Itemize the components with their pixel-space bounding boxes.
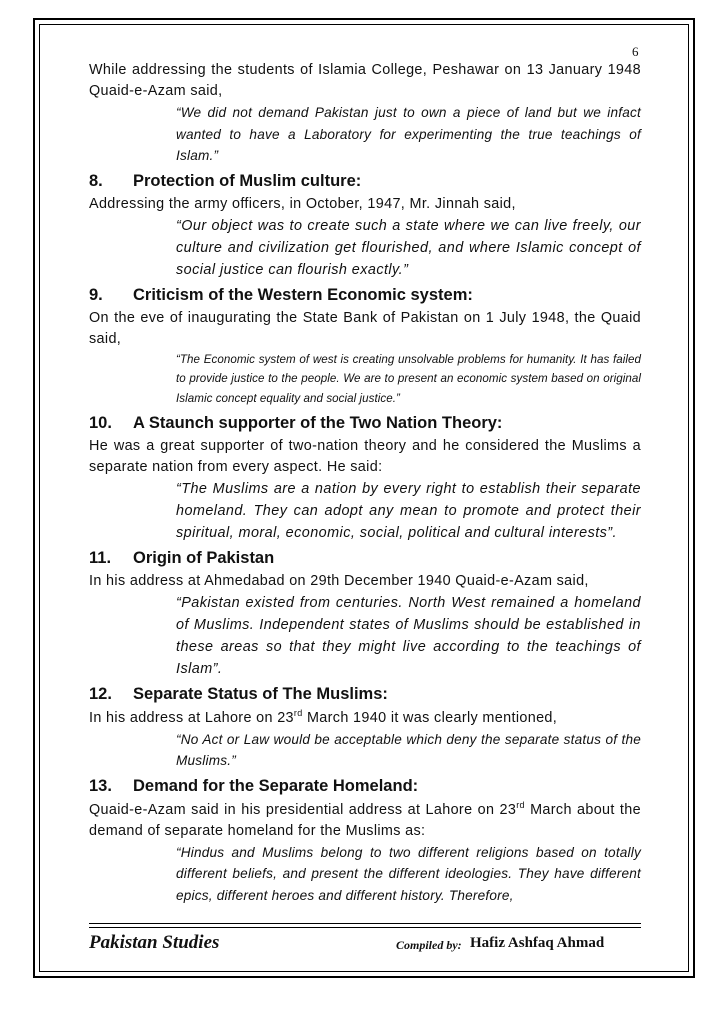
section-heading-11: [89, 546, 641, 570]
section-paragraph: He was a great supporter of two-nation theory and he considered the Muslims a separate nation from every aspect. He said:: [89, 437, 641, 475]
section-number: 11.: [89, 548, 112, 567]
section-title: Criticism of the Western Economic system:: [133, 285, 473, 304]
section-heading-8: [89, 169, 641, 193]
section-paragraph: [89, 800, 641, 842]
section-number: 8.: [89, 171, 103, 190]
section-heading-10: [89, 411, 641, 435]
intro-paragraph: While addressing the students of Islamia College, Peshawar on 13 January 1948 Quaid-e-Azam said,: [89, 62, 641, 99]
section-quote: “No Act or Law would be acceptable which deny the separate status of the Muslims.”: [176, 731, 641, 769]
section-number: 9.: [89, 285, 103, 304]
paragraph-text: March 1940 it was clearly mentioned,: [302, 709, 558, 726]
section-quote: “The Economic system of west is creating unsolvable problems for humanity. It has failed to provide justice to the people. We are to present an economic system based on original Islamic concept equality and social justice.”: [176, 352, 641, 405]
paragraph-text: In his address at Lahore on 23: [89, 709, 294, 726]
section-quote: “Hindus and Muslims belong to two different religions based on totally different beliefs, and present the different ideologies. They have different epics, different heroes and different history. Therefore,: [176, 844, 641, 903]
section-title: Demand for the Separate Homeland:: [133, 776, 419, 795]
section-heading-9: [89, 283, 641, 307]
section-number: 12.: [89, 684, 112, 703]
ordinal-suffix: rd: [516, 799, 525, 810]
footer-rule: [89, 927, 641, 928]
section-title: Origin of Pakistan: [133, 548, 275, 567]
section-title: Separate Status of The Muslims:: [133, 684, 388, 703]
page-content: [89, 60, 641, 906]
ordinal-suffix: rd: [293, 707, 303, 718]
paragraph-text: March about the demand of separate homeland for the Muslims as:: [89, 801, 641, 839]
page-number: 6: [632, 44, 639, 59]
section-title: Protection of Muslim culture:: [133, 171, 362, 190]
section-heading-12: [89, 682, 641, 706]
section-number: 10.: [89, 413, 112, 432]
section-title: A Staunch supporter of the Two Nation Theory:: [133, 413, 503, 432]
footer-rule: [89, 923, 641, 924]
paragraph-text: Quaid-e-Azam said in his presidential address at Lahore on 23: [89, 801, 517, 818]
section-paragraph: Addressing the army officers, in October, 1947, Mr. Jinnah said,: [89, 195, 516, 212]
section-paragraph: On the eve of inaugurating the State Bank of Pakistan on 1 July 1948, the Quaid said,: [89, 309, 641, 347]
section-heading-13: [89, 774, 641, 798]
footer-book-title: Pakistan Studies: [89, 932, 220, 953]
intro-quote: “We did not demand Pakistan just to own a piece of land but we infact wanted to have a Laboratory for experimenting the true teachings of Islam.”: [176, 105, 641, 163]
section-quote: “Our object was to create such a state where we can live freely, our culture and civilization get flourished, and where Islamic concept of social justice can flourish exactly.”: [176, 217, 641, 278]
section-paragraph: In his address at Ahmedabad on 29th December 1940 Quaid-e-Azam said,: [89, 572, 589, 589]
footer-author: Hafiz Ashfaq Ahmad: [470, 935, 605, 951]
section-number: 13.: [89, 776, 112, 795]
section-quote: “The Muslims are a nation by every right to establish their separate homeland. They can adopt any mean to promote and protect their spiritual, moral, economic, social, political and cultural interests”.: [176, 480, 641, 541]
section-quote: “Pakistan existed from centuries. North West remained a homeland of Muslims. Independent states of Muslims should be established in these areas so that they might live according to the teachings of Islam”.: [176, 594, 641, 677]
footer-compiled-label: Compiled by:: [396, 938, 462, 952]
section-paragraph: [89, 708, 641, 729]
